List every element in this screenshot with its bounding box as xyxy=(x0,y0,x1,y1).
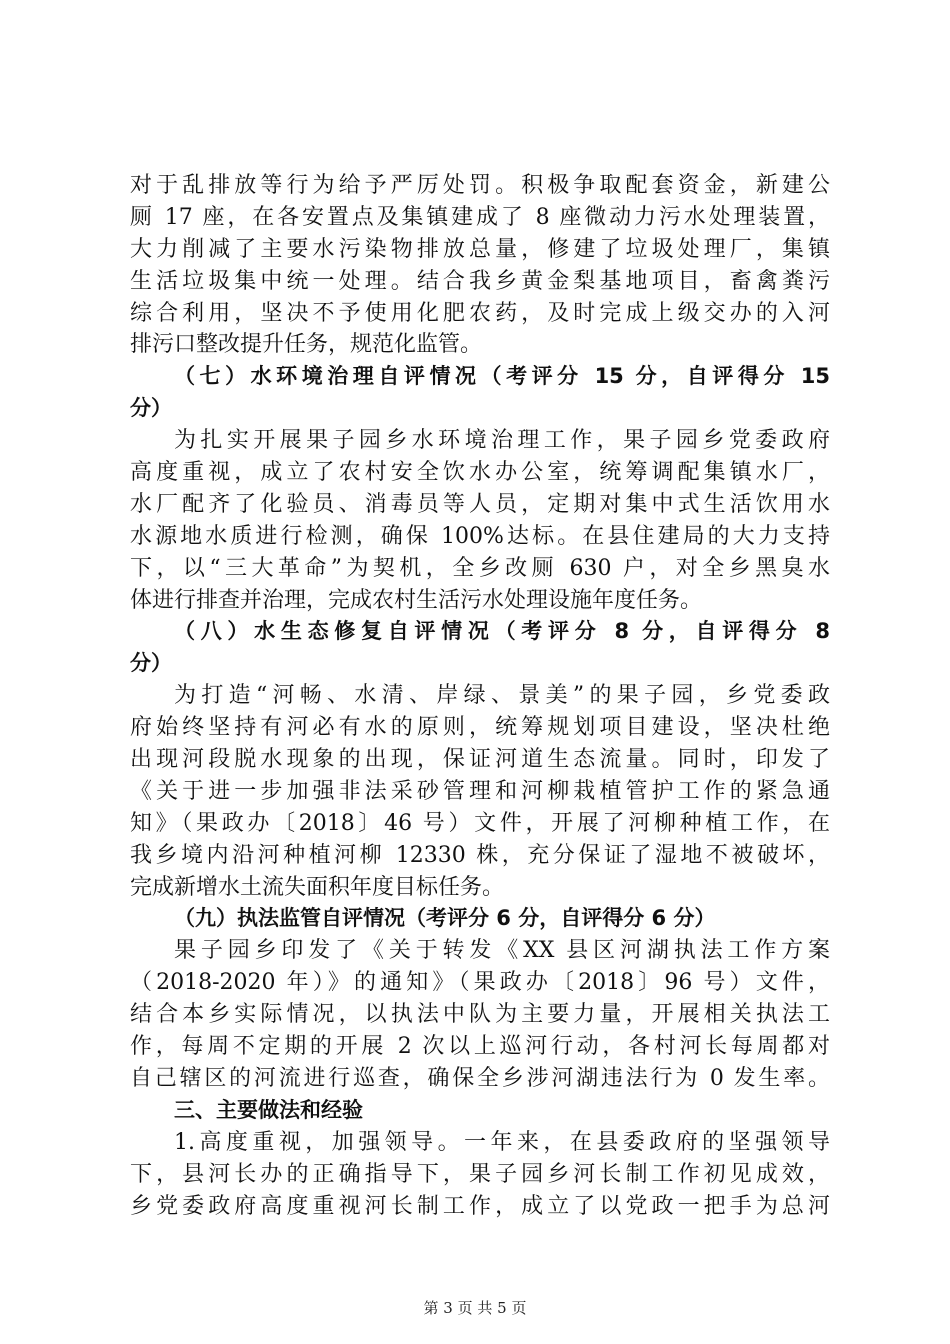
text-line: （2018-2020 年）》的通知》（果政办〔2018〕96 号）文件， xyxy=(130,970,830,996)
text-line: 下，以“三大革命”为契机，全乡改厕 630 户，对全乡黑臭水 xyxy=(130,555,830,581)
text-line: 《关于进一步加强非法采砂管理和河柳栽植管护工作的紧急通 xyxy=(130,778,830,804)
section-heading-8 xyxy=(130,616,830,680)
text-line: 自己辖区的河流进行巡查，确保全乡涉河湖违法行为 0 发生率。 xyxy=(130,1065,830,1091)
paragraph-law-enforcement xyxy=(130,935,830,1094)
paragraph-water-ecology xyxy=(130,680,830,903)
text-line: 完成新增水土流失面积年度目标任务。 xyxy=(130,874,505,900)
text-line: 为打造“河畅、水清、岸绿、景美”的果子园，乡党委政 xyxy=(174,683,830,709)
text-line: 我乡境内沿河种植河柳 12330 株，充分保证了湿地不被破坏， xyxy=(130,842,830,868)
text-line: 排污口整改提升任务，规范化监管。 xyxy=(130,332,483,358)
text-line: 出现河段脱水现象的出现，保证河道生态流量。同时，印发了 xyxy=(130,747,830,773)
text-line: 1.高度重视，加强领导。一年来，在县委政府的坚强领导 xyxy=(174,1129,830,1155)
section-heading-7 xyxy=(130,361,830,425)
heading-line: 分） xyxy=(130,651,172,676)
text-line: 高度重视，成立了农村安全饮水办公室，统筹调配集镇水厂， xyxy=(130,460,830,486)
text-line: 生活垃圾集中统一处理。结合我乡黄金梨基地项目，畜禽粪污 xyxy=(130,268,830,294)
paragraph-water-environment xyxy=(130,425,830,616)
heading-line: （八）水生态修复自评情况（考评分 8 分，自评得分 8 xyxy=(174,619,830,644)
text-line: 结合本乡实际情况，以执法中队为主要力量，开展相关执法工 xyxy=(130,1002,830,1028)
text-line: 水厂配齐了化验员、消毒员等人员，定期对集中式生活饮用水 xyxy=(130,491,830,517)
text-line: 府始终坚持有河必有水的原则，统筹规划项目建设，坚决杜绝 xyxy=(130,715,830,741)
text-line: 作，每周不定期的开展 2 次以上巡河行动，各村河长每周都对 xyxy=(130,1034,830,1060)
text-line: 知》（果政办〔2018〕46 号）文件，开展了河柳种植工作，在 xyxy=(130,810,830,836)
text-line: 厕 17 座，在各安置点及集镇建成了 8 座微动力污水处理装置， xyxy=(130,204,830,230)
page-number-footer: 第 3 页 共 5 页 xyxy=(423,1299,527,1317)
paragraph-sewage-control xyxy=(130,170,830,361)
section-heading-3: 三、主要做法和经验 xyxy=(174,1097,363,1122)
heading-line: 分） xyxy=(130,396,172,421)
text-line: 体进行排查并治理，完成农村生活污水处理设施年度任务。 xyxy=(130,587,703,613)
text-line: 水源地水质进行检测，确保 100%达标。在县住建局的大力支持 xyxy=(130,523,830,549)
document-body xyxy=(130,170,830,1222)
paragraph-leadership xyxy=(130,1127,830,1223)
heading-line: （七）水环境治理自评情况（考评分 15 分，自评得分 15 xyxy=(174,364,830,389)
text-line: 下，县河长办的正确指导下，果子园乡河长制工作初见成效， xyxy=(130,1161,830,1187)
section-heading-9: （九）执法监管自评情况（考评分 6 分，自评得分 6 分） xyxy=(174,906,716,931)
text-line: 大力削减了主要水污染物排放总量，修建了垃圾处理厂，集镇 xyxy=(130,236,830,262)
text-line: 乡党委政府高度重视河长制工作，成立了以党政一把手为总河 xyxy=(130,1193,830,1219)
text-line: 对于乱排放等行为给予严厉处罚。积极争取配套资金，新建公 xyxy=(130,173,830,198)
text-line: 为扎实开展果子园乡水环境治理工作，果子园乡党委政府 xyxy=(174,428,830,454)
text-line: 果子园乡印发了《关于转发《XX 县区河湖执法工作方案 xyxy=(174,938,830,964)
text-line: 综合利用，坚决不予使用化肥农药，及时完成上级交办的入河 xyxy=(130,300,830,326)
